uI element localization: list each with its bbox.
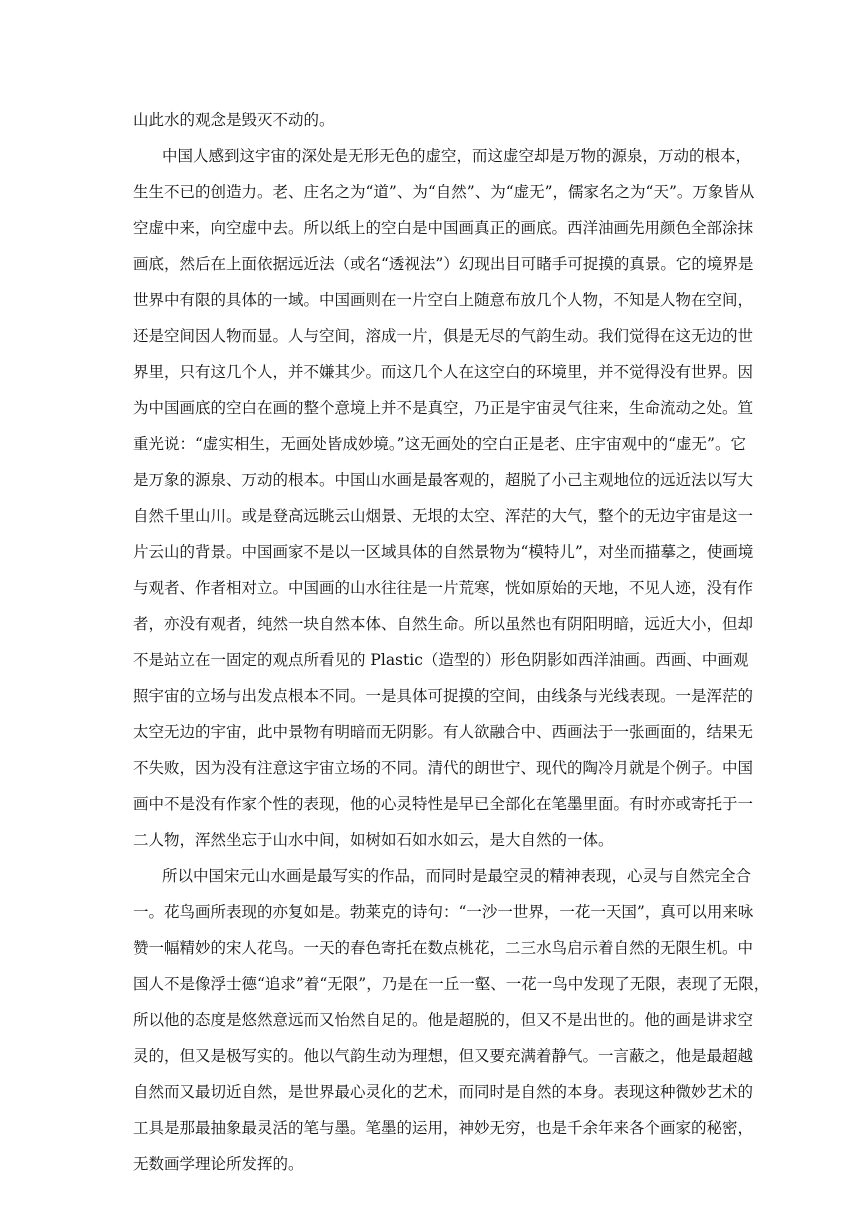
text-line: 者，亦没有观者，纯然一块自然本体、自然生命。所以虽然也有阴阳明暗，远近大小，但却 — [133, 615, 754, 633]
text-line: 世界中有限的具体的一域。中国画则在一片空白上随意布放几个人物，不知是人物在空间， — [133, 291, 754, 309]
text-line: 灵的，但又是极写实的。他以气韵生动为理想，但又要充满着静气。一言蔽之，他是最超越 — [133, 1047, 754, 1065]
text-line: 是万象的源泉、万动的根本。中国山水画是最客观的，超脱了小己主观地位的远近法以写大 — [133, 471, 754, 489]
text-line: 界里，只有这几个人，并不嫌其少。而这几个人在这空白的环境里，并不觉得没有世界。因 — [133, 363, 754, 381]
text-line: 片云山的背景。中国画家不是以一区域具体的自然景物为“模特儿”，对坐而描摹之，使画境 — [133, 543, 754, 561]
text-line: 画中不是没有作家个性的表现，他的心灵特性是早已全部化在笔墨里面。有时亦或寄托于一 — [133, 795, 754, 813]
text-line: 不失败，因为没有注意这宇宙立场的不同。清代的朗世宁、现代的陶冷月就是个例子。中国 — [133, 759, 754, 777]
text-line: 自然而又最切近自然，是世界最心灵化的艺术，而同时是自然的本身。表现这种微妙艺术的 — [133, 1083, 754, 1101]
text-line: 赞一幅精妙的宋人花鸟。一天的春色寄托在数点桃花，二三水鸟启示着自然的无限生机。中 — [133, 939, 754, 957]
text-line: 照宇宙的立场与出发点根本不同。一是具体可捉摸的空间，由线条与光线表现。一是浑茫的 — [133, 687, 754, 705]
text-line: 为中国画底的空白在画的整个意境上并不是真空，乃正是宇宙灵气往来，生命流动之处。笪 — [133, 399, 754, 417]
paragraph-first-line: 所以中国宋元山水画是最写实的作品，而同时是最空灵的精神表现，心灵与自然完全合 — [162, 867, 752, 885]
text-line: 无数画学理论所发挥的。 — [133, 1155, 304, 1173]
paragraph-first-line: 中国人感到这宇宙的深处是无形无色的虚空，而这虚空却是万物的源泉，万动的根本， — [162, 147, 752, 165]
text-line: 还是空间因人物而显。人与空间，溶成一片，俱是无尽的气韵生动。我们觉得在这无边的世 — [133, 327, 754, 345]
text-line: 不是站立在一固定的观点所看见的 Plastic（造型的）形色阴影如西洋油画。西画、中画观 — [133, 651, 749, 669]
text-line: 国人不是像浮士德“追求”着“无限”，乃是在一丘一壑、一花一鸟中发现了无限，表现了无限， — [133, 975, 770, 993]
text-line: 山此水的观念是毁灭不动的。 — [133, 111, 335, 129]
text-line: 一。花鸟画所表现的亦复如是。勃莱克的诗句：“一沙一世界，一花一天国”，真可以用来咏 — [133, 903, 754, 921]
text-line: 与观者、作者相对立。中国画的山水往往是一片荒寒，恍如原始的天地，不见人迹，没有作 — [133, 579, 754, 597]
text-line: 所以他的态度是悠然意远而又怡然自足的。他是超脱的，但又不是出世的。他的画是讲求空 — [133, 1011, 754, 1029]
text-line: 生生不已的创造力。老、庄名之为“道”、为“自然”、为“虚无”，儒家名之为“天”。万象皆从 — [133, 183, 755, 201]
text-line: 二人物，浑然坐忘于山水中间，如树如石如水如云，是大自然的一体。 — [133, 831, 614, 849]
text-line: 画底，然后在上面依据远近法（或名“透视法”）幻现出目可睹手可捉摸的真景。它的境界是 — [133, 255, 754, 273]
text-line: 太空无边的宇宙，此中景物有明暗而无阴影。有人欲融合中、西画法于一张画面的，结果无 — [133, 723, 754, 741]
text-line: 自然千里山川。或是登高远眺云山烟景、无垠的太空、浑茫的大气，整个的无边宇宙是这一 — [133, 507, 754, 525]
text-line: 重光说：“虚实相生，无画处皆成妙境。”这无画处的空白正是老、庄宇宙观中的“虚无”。它 — [133, 435, 746, 453]
text-line: 工具是那最抽象最灵活的笔与墨。笔墨的运用，神妙无穷，也是千余年来各个画家的秘密， — [133, 1119, 754, 1137]
text-line: 空虚中来，向空虚中去。所以纸上的空白是中国画真正的画底。西洋油画先用颜色全部涂抹 — [133, 219, 754, 237]
